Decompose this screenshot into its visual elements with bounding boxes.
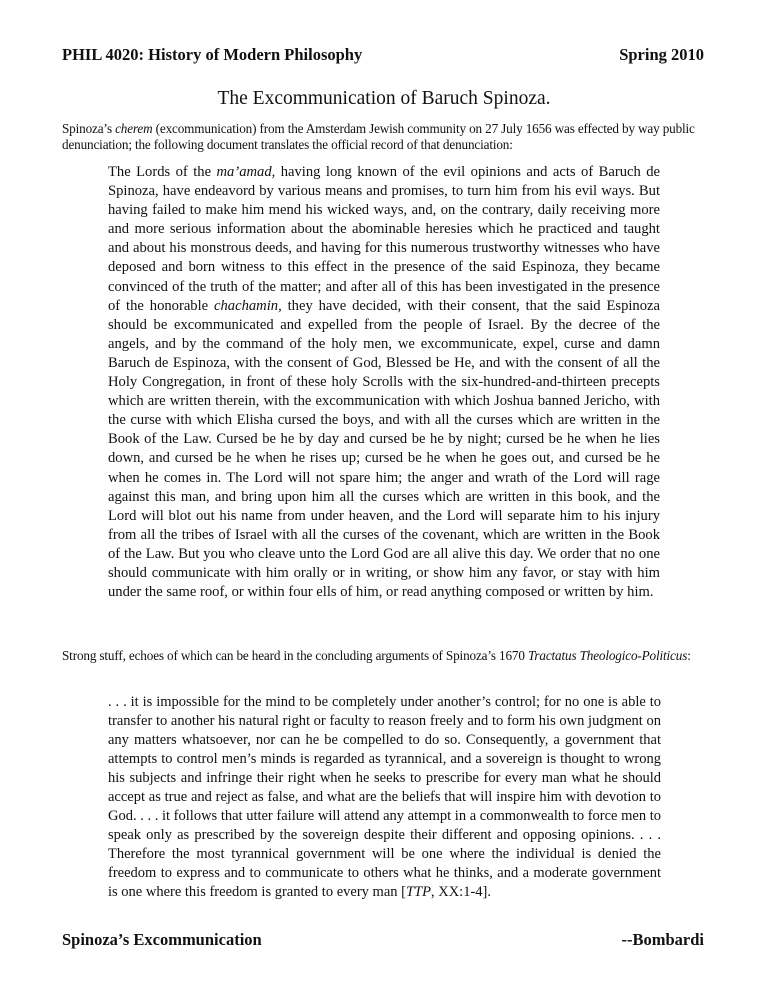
course-title: PHIL 4020: History of Modern Philosophy xyxy=(62,45,363,64)
footer-author: --Bombardi xyxy=(621,930,704,949)
document-title: The Excommunication of Baruch Spinoza. xyxy=(217,88,551,109)
term-label: Spring 2010 xyxy=(619,45,704,64)
tractatus-quote: . . . it is impossible for the mind to be completely under another’s control; for no one is able to transfer to another his natural right or faculty to reason freely and to form his own judgment on any matters whatsoever, nor can he be compelled to do so. Consequently, a government that attempts to control men’s minds is regarded as tyrannical, and a sovereign is thought to wrong his subjects and infringe their right when he seeks to prescribe for every man what he should accept as true and reject as false, and what are the beliefs that will inspire him with devotion to God. . . . it follows that utter failure will attend any attempt in a commonwealth to force men to speak only as prescribed by the sovereign despite their different and opposing opinions. . . . Therefore the most tyrannical government will be one where the individual is denied the freedom to express and to communicate to others what he thinks, and a moderate government is one where this freedom is granted to every man [TTP, XX:1-4]. xyxy=(108,694,661,900)
footer-title: Spinoza’s Excommunication xyxy=(62,930,262,949)
transition-paragraph: Strong stuff, echoes of which can be heard in the concluding arguments of Spinoza’s 1670 Tractatus Theologico-Politicus: xyxy=(62,648,691,663)
excommunication-quote: The Lords of the ma’amad, having long known of the evil opinions and acts of Baruch de Spinoza, have endeavord by various means and promises, to turn him from his evil ways. But having failed to make him mend his wicked ways, and, on the contrary, daily receiving more and more serious information about the abominable heresies which he practiced and taught and about his monstrous deeds, and having for this numerous trustworthy witnesses who have deposed and born witness to this effect in the presence of the said Espinoza, they became convinced of the truth of the matter; and after all of this has been investigated in the presence of the honorable chachamin, they have decided, with their consent, that the said Espinoza should be excommunicated and expelled from the people of Israel. By the decree of the angels, and by the command of the holy men, we excommunicate, expel, curse and damn Baruch de Espinoza, with the consent of God, Blessed be He, and with the consent of all the Holy Congregation, in front of these holy Scrolls with the six-hundred-and-thirteen precepts which are written therein, with the excommunication with which Joshua banned Jericho, with the curse with which Elisha cursed the boys, and with all the curses which are written in the Book of the Law. Cursed be he by day and cursed be he by night; cursed be he when he lies down, and cursed be he when he rises up; cursed be he when he goes out, and cursed be he when he comes in. The Lord will not spare him; the anger and wrath of the Lord will rage against this man, and bring upon him all the curses which are written in this book, and the Lord will blot out his name from under heaven, and the Lord will separate him to his injury from all the tribes of Israel with all the curses of the covenant, which are written in the Book of the Law. But you who cleave unto the Lord God are all alive this day. We order that no one should communicate with him orally or in writing, or show him any favor, or stay with him under the same roof, or within four ells of him, or read anything composed or written by him. xyxy=(108,164,660,601)
page-header xyxy=(62,45,704,65)
page-footer xyxy=(62,930,704,950)
intro-paragraph: Spinoza’s cherem (excommunication) from the Amsterdam Jewish community on 27 July 1656 was effected by way public denunciation; the following document translates the official record of that denunciation: xyxy=(62,121,695,152)
